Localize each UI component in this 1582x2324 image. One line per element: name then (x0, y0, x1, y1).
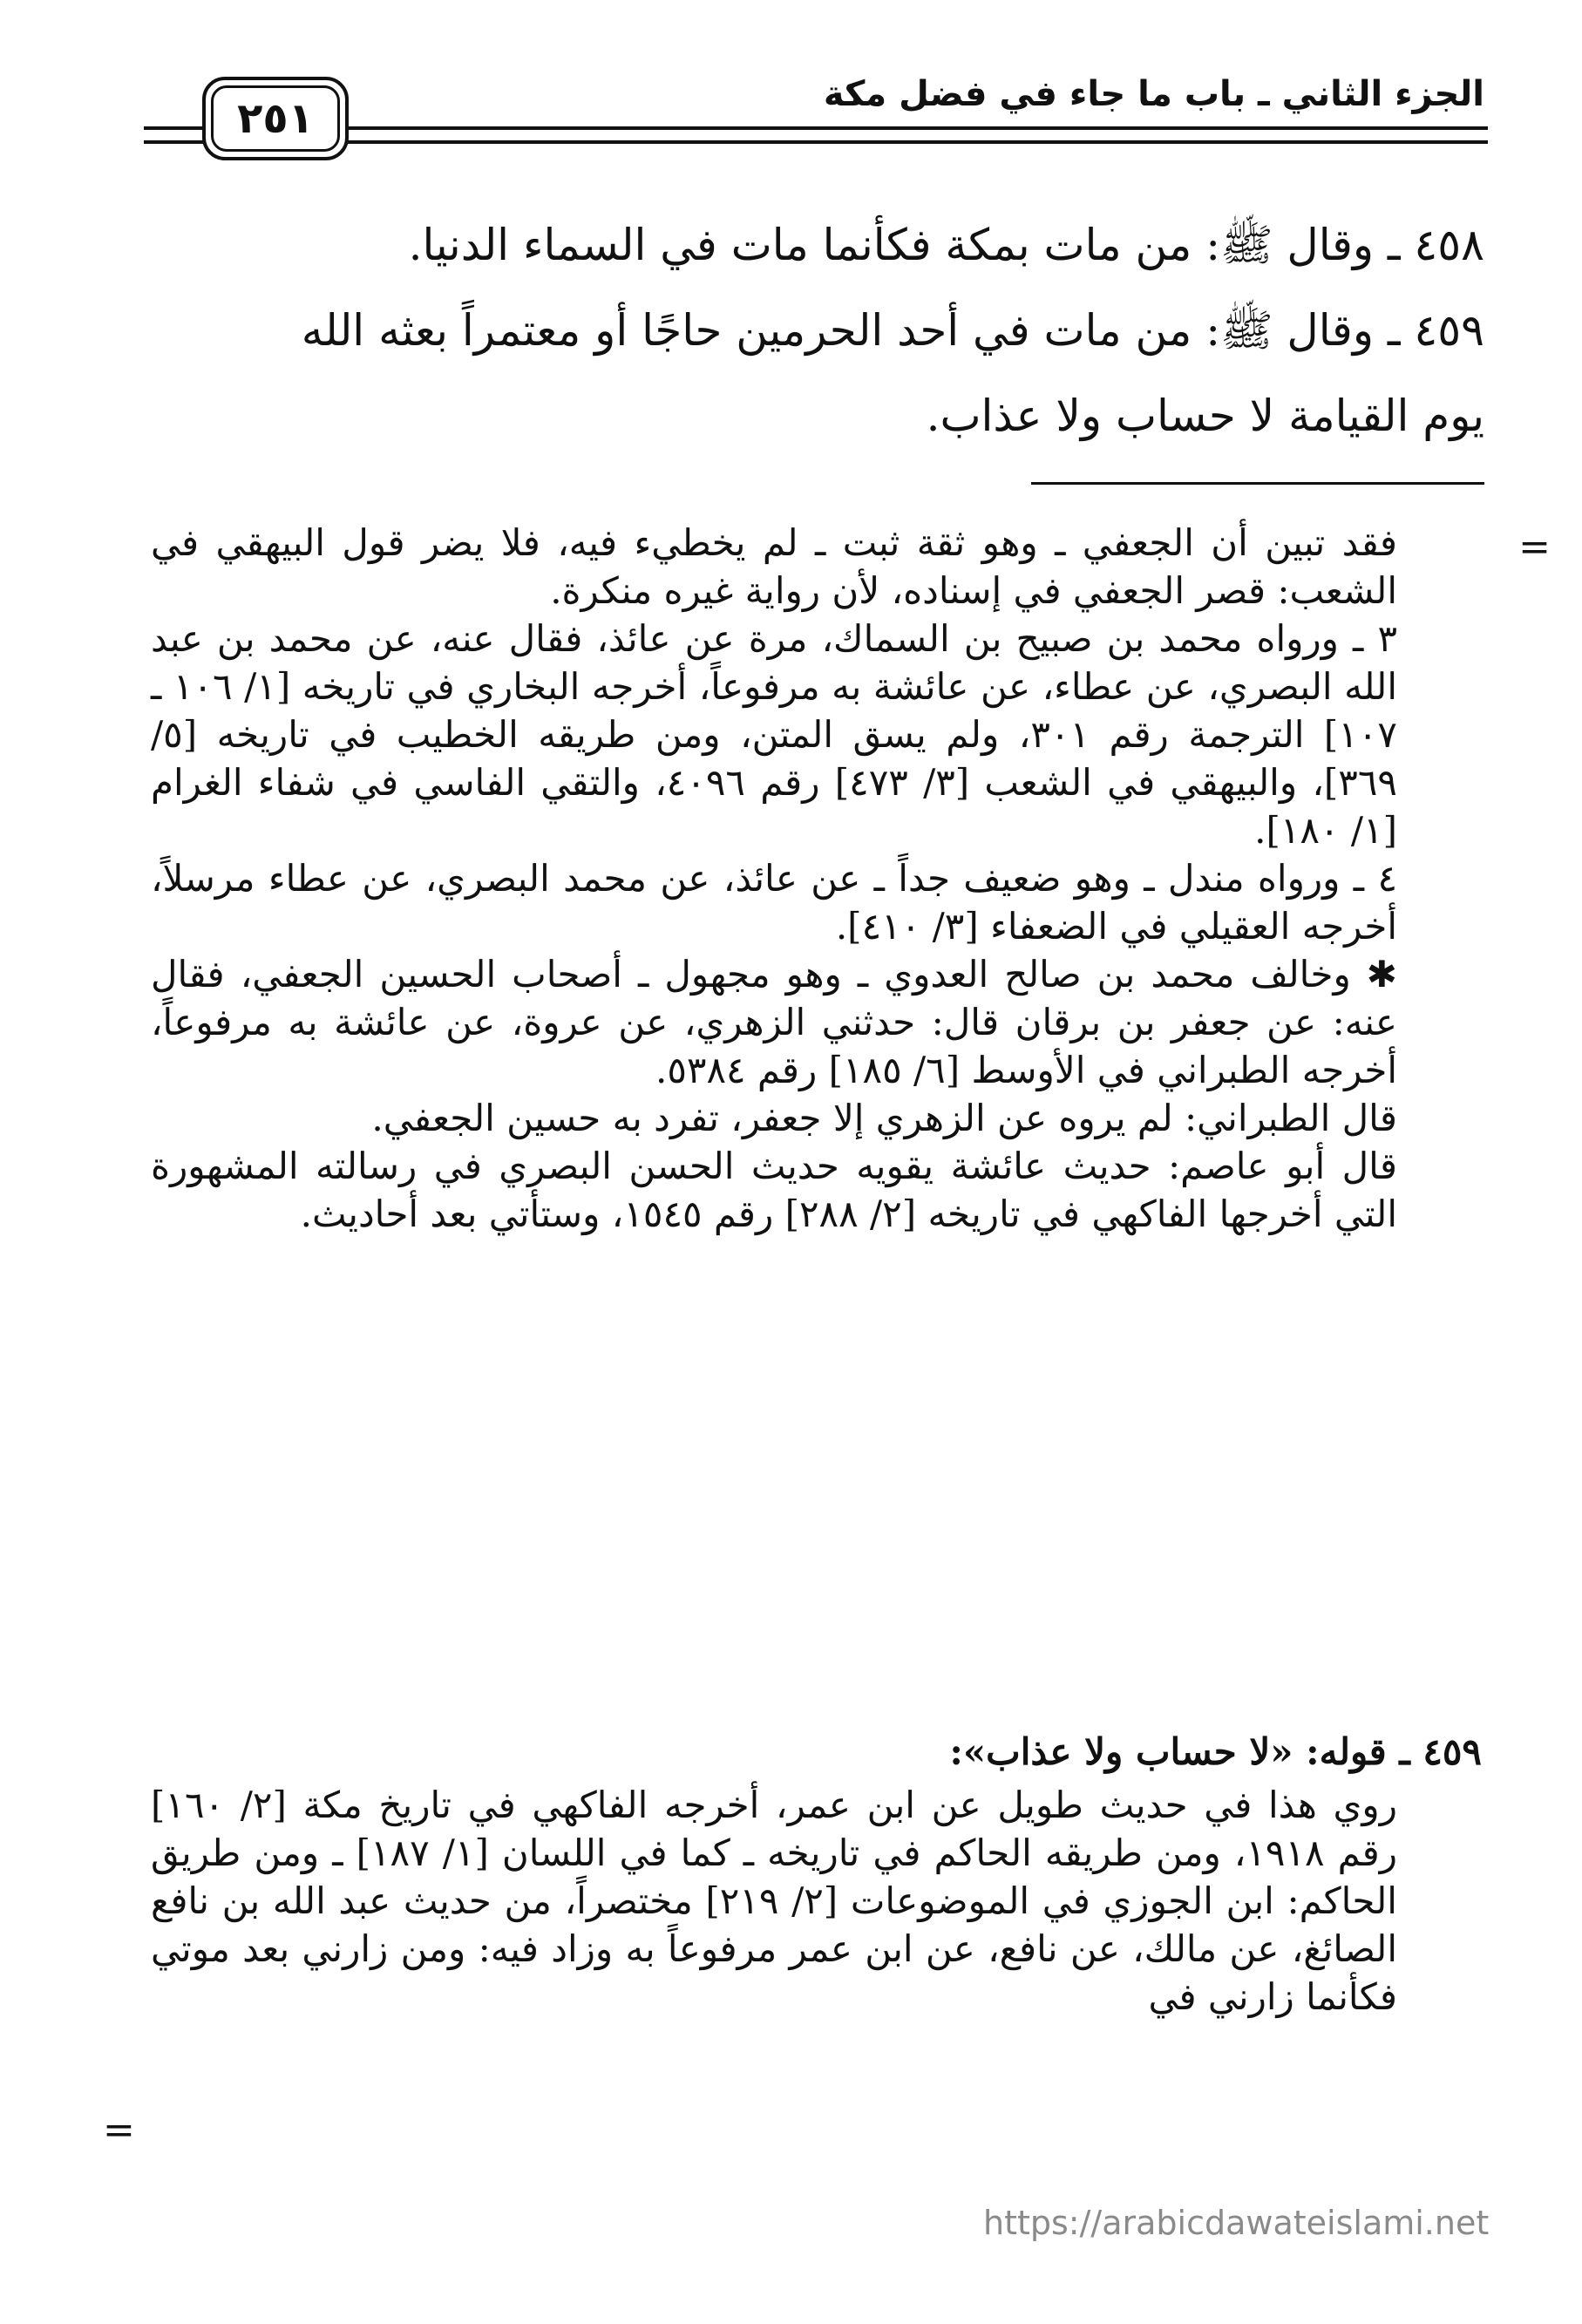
footnote-paragraph-7: روي هذا في حديث طويل عن ابن عمر، أخرجه الفاكهي في تاريخ مكة [٢/ ١٦٠] رقم ١٩١٨، ومن طريقه الحاكم في تاريخه ـ كما في اللسان [١/ ١٨٧] ـ ومن طريق الحاكم: ابن الجوزي في الموضوعات [٢/ ٢١٩] مختصراً، من حديث عبد الله بن نافع الصائغ، عن مالك، عن نافع، عن ابن عمر مرفوعاً به وزاد فيه: ومن زارني بعد موتي فكأنما زارني في (151, 1784, 1397, 2018)
main-text (107, 202, 1484, 459)
footnote-paragraph-6: قال أبو عاصم: حديث عائشة يقويه حديث الحسن البصري في رسالته المشهورة التي أخرجها الفاكهي في تاريخه [٢/ ٢٨٨] رقم ١٥٤٥، وستأتي بعد أحاديث. (151, 1145, 1398, 1235)
page-number-frame (202, 77, 349, 160)
hadith-458: ٤٥٨ ـ وقال ﷺ: من مات بمكة فكأنما مات في السماء الدنيا. (408, 220, 1484, 270)
footnote-paragraph-4: ✱ وخالف محمد بن صالح العدوي ـ وهو مجهول ـ أصحاب الحسين الجعفي، فقال عنه: عن جعفر بن برقان قال: حدثني الزهري، عن عروة، عن عائشة به مرفوعاً، أخرجه الطبراني في الأوسط [٦/ ١٨٥] رقم ٥٣٨٤. (151, 953, 1397, 1091)
footnote-paragraph-2: ٣ ـ ورواه محمد بن صبيح بن السماك، مرة عن عائذ، فقال عنه، عن محمد بن عبد الله البصري، عن عطاء، عن عائشة به مرفوعاً، أخرجه البخاري في تاريخه [١/ ١٠٦ ـ ١٠٧] الترجمة رقم ٣٠١، ولم يسق المتن، ومن طريقه الخطيب في تاريخه [٥/ ٣٦٩]، والبيهقي في الشعب [٣/ ٤٧٣] رقم ٤٠٩٦، والتقي الفاسي في شفاء الغرام [١/ ١٨٠]. (151, 617, 1397, 852)
footnotes (151, 519, 1397, 1238)
running-title: الجزء الثاني ـ باب ما جاء في فضل مكة (823, 74, 1484, 114)
footnote-paragraph-5: قال الطبراني: لم يروه عن الزهري إلا جعفر، تفرد به حسين الجعفي. (371, 1097, 1397, 1139)
footnote-heading-459: ٤٥٩ ـ قوله: «لا حساب ولا عذاب»: (949, 1730, 1482, 1773)
page-number: ٢٥١ (211, 85, 340, 152)
hadith-459-line-2: يوم القيامة لا حساب ولا عذاب. (926, 391, 1484, 441)
watermark-url: https://arabicdawateislami.net (983, 2204, 1490, 2242)
footnotes-459 (151, 1781, 1397, 2021)
continuation-mark-bottom: = (103, 2108, 135, 2152)
footnote-separator (1031, 482, 1484, 485)
continuation-mark-top: = (1518, 525, 1551, 569)
footnote-paragraph-1: فقد تبين أن الجعفي ـ وهو ثقة ثبت ـ لم يخطيء فيه، فلا يضر قول البيهقي في الشعب: قصر الجعفي في إسناده، لأن رواية غيره منكرة. (151, 521, 1397, 612)
hadith-459-line-1: ٤٥٩ ـ وقال ﷺ: من مات في أحد الحرمين حاجًا أو معتمراً بعثه الله (301, 305, 1484, 356)
footnote-paragraph-3: ٤ ـ ورواه مندل ـ وهو ضعيف جداً ـ عن عائذ، عن محمد البصري، عن عطاء مرسلاً، أخرجه العقيلي في الضعفاء [٣/ ٤١٠]. (151, 857, 1397, 948)
